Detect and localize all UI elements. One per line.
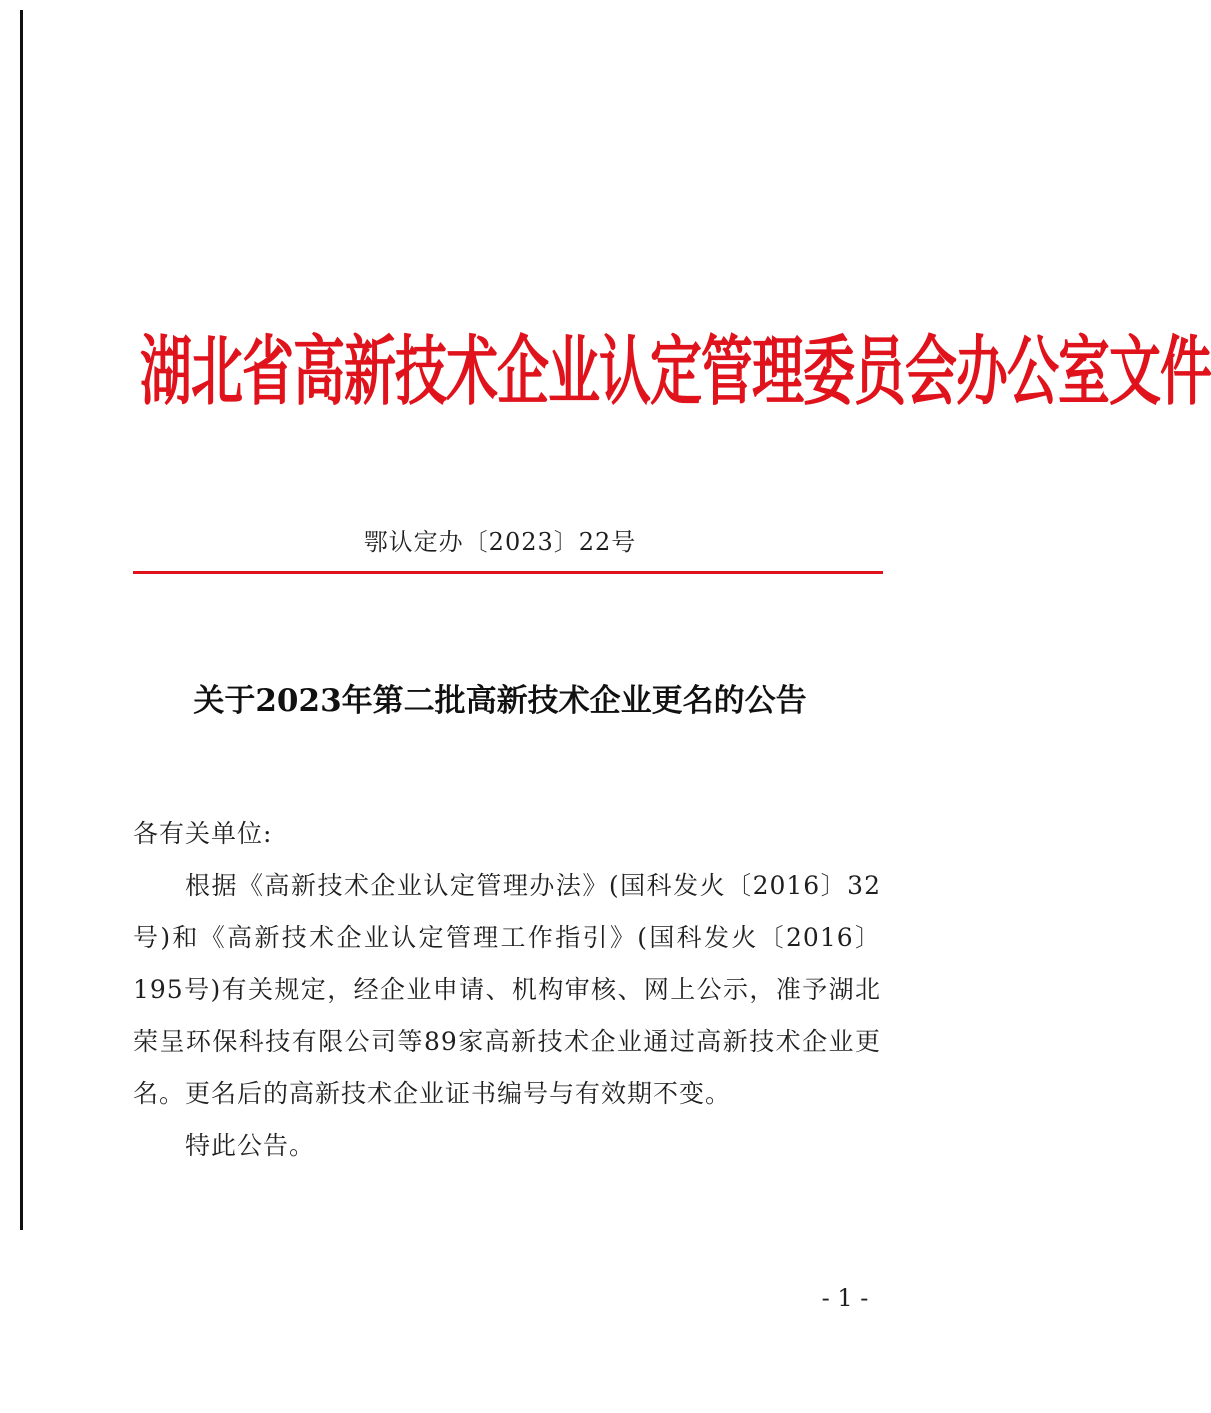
salutation: 各有关单位: [133, 819, 273, 848]
header-divider [133, 571, 883, 574]
body-paragraph: 根据《高新技术企业认定管理办法》(国科发火〔2016〕32号)和《高新技术企业认定管理工作指引》(国科发火〔2016〕195号)有关规定，经企业申请、机构审核、网上公示，准予湖北荣呈环保科技有限公司等89家高新技术企业通过高新技术企业更名。更名后的高新技术企业证书编号与有效期不变。 [133, 871, 881, 1108]
notice-title: 关于2023年第二批高新技术企业更名的公告 [193, 683, 807, 719]
closing-line: 特此公告。 [185, 1131, 316, 1160]
notice-body [133, 808, 881, 1172]
document-number: 鄂认定办〔2023〕22号 [363, 528, 637, 556]
left-edge-line [20, 10, 23, 1230]
page-number: - 1 - [821, 1284, 869, 1312]
document-header-title: 湖北省高新技术企业认定管理委员会办公室文件 [140, 329, 1211, 417]
